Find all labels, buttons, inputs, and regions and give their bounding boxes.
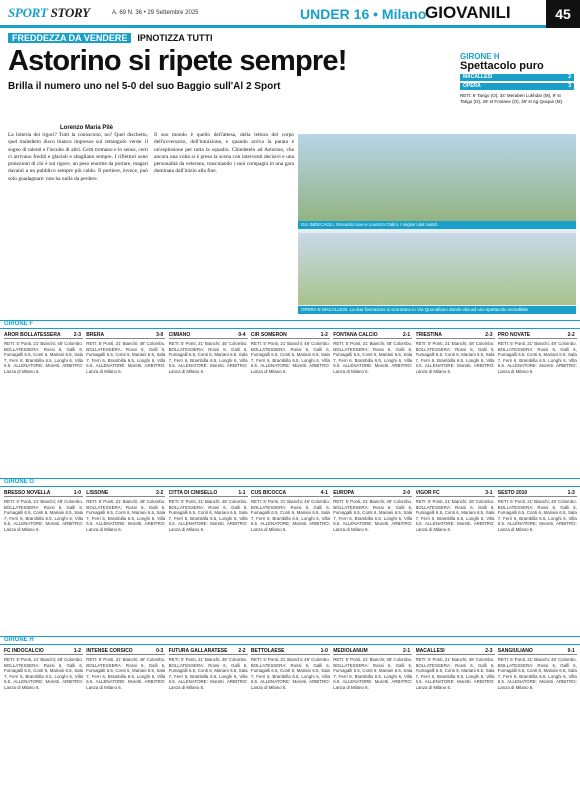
- match-score: 3-1: [485, 490, 493, 496]
- match-header: [86, 332, 165, 339]
- match-team: AROR BOLLATESSERA: [4, 332, 61, 338]
- category-label: UNDER 16 • Milano: [300, 6, 427, 22]
- match-report: RETI: 5' Ponti, 21' Bianchi; 48' Colombo. BOLLATESSERA: Rossi 6, Galli 6, Fumagalli 6.5, Conti 6, Mariani 6.5, Sala 7, Ferri 6, Brambilla 6.5, Longhi 6, Villa 6.5. ALLENATORE: Moretti. ARBITRO: Lanza di Milano 6.: [168, 499, 248, 532]
- match-team: EUROPA: [333, 490, 355, 496]
- match-team: MEDIOLANUM: [333, 648, 368, 654]
- match-header: [169, 490, 248, 497]
- match-report: RETI: 5' Ponti, 21' Bianchi; 48' Colombo. BOLLATESSERA: Rossi 6, Galli 6, Fumagalli 6.5, Conti 6, Mariani 6.5, Sala 7, Ferri 6, Brambilla 6.5, Longhi 6, Villa 6.5. ALLENATORE: Moretti. ARBITRO: Lanza di Milano 6.: [250, 499, 330, 532]
- match-header: [251, 332, 330, 339]
- match-report: RETI: 5' Ponti, 21' Bianchi; 48' Colombo. BOLLATESSERA: Rossi 6, Galli 6, Fumagalli 6.5, Conti 6, Mariani 6.5, Sala 7, Ferri 6, Brambilla 6.5, Longhi 6, Villa 6.5. ALLENATORE: Moretti. ARBITRO: Lanza di Milano 6.: [333, 499, 413, 532]
- match-header: [416, 332, 495, 339]
- match-team: FONTANA CALCIO: [333, 332, 378, 338]
- page-number: 45: [546, 0, 580, 28]
- match-score: 1-3: [567, 490, 575, 496]
- match-team: BETTOLAESE: [250, 648, 285, 654]
- scoreboard-scorers: RETI: 6' Tarigo (O), 34' Meraberi Lukhdar (M), 9' st Tarigo (O), 29' st Fontane (O), 39' st Ag Quique (M).: [460, 93, 564, 104]
- match-score: 2-2: [567, 332, 575, 338]
- match-score: 0-4: [238, 332, 246, 338]
- match-score: 0-3: [156, 648, 164, 654]
- match-report: RETI: 5' Ponti, 21' Bianchi; 48' Colombo. BOLLATESSERA: Rossi 6, Galli 6, Fumagalli 6.5, Conti 6, Mariani 6.5, Sala 7, Ferri 6, Brambilla 6.5, Longhi 6, Villa 6.5. ALLENATORE: Moretti. ARBITRO: Lanza di Milano 6.: [333, 657, 413, 690]
- match-score: 2-2: [156, 490, 164, 496]
- match-score: 3-0: [156, 332, 164, 338]
- match-score: 1-0: [320, 648, 328, 654]
- article-column-1: La lotteria dei rigori? Tutti la conoscono, no? Quel dischetto, quel maledetto disco bianco impresso sul rettangolo verde: il sogno di talenti e l'incubo di altri. Certi tremano e lo senso, certi ci arrivano freddi e glaciali e sbagliano sempre. I riflettori sono proiezioni di chi è sul rigore, un peso enorme da portare, magari davanti a un pubblico sempre più caldo. Il portiere, invece, può solo guadagnare: non ha nulla da perdere.: [8, 132, 148, 182]
- match-team: VIGOR FC: [415, 490, 440, 496]
- girone-header: GIRONE F: [0, 320, 580, 329]
- match-header: [169, 332, 248, 339]
- match-header: [251, 648, 330, 655]
- match-team: CITTA DI CINISELLO: [168, 490, 218, 496]
- match-report: RETI: 5' Ponti, 21' Bianchi; 48' Colombo. BOLLATESSERA: Rossi 6, Galli 6, Fumagalli 6.5, Conti 6, Mariani 6.5, Sala 7, Ferri 6, Brambilla 6.5, Longhi 6, Villa 6.5. ALLENATORE: Moretti. ARBITRO: Lanza di Milano 6.: [86, 341, 166, 374]
- match-score: 1-2: [320, 332, 328, 338]
- match-header: [251, 490, 330, 497]
- match-score: 2-3: [73, 332, 81, 338]
- match-report: RETI: 5' Ponti, 21' Bianchi; 48' Colombo. BOLLATESSERA: Rossi 6, Galli 6, Fumagalli 6.5, Conti 6, Mariani 6.5, Sala 7, Ferri 6, Brambilla 6.5, Longhi 6, Villa 6.5. ALLENATORE: Moretti. ARBITRO: Lanza di Milano 6.: [497, 499, 577, 532]
- players-photo: [298, 134, 576, 229]
- match-team: PRO NOVATE: [497, 332, 531, 338]
- match-score: 2-1: [402, 648, 411, 654]
- match-team: BRERA: [86, 332, 105, 338]
- match-score: 1-0: [73, 490, 81, 496]
- match-header: [4, 648, 83, 655]
- match-report: RETI: 5' Ponti, 21' Bianchi; 48' Colombo. BOLLATESSERA: Rossi 6, Galli 6, Fumagalli 6.5, Conti 6, Mariani 6.5, Sala 7, Ferri 6, Brambilla 6.5, Longhi 6, Villa 6.5. ALLENATORE: Moretti. ARBITRO: Lanza di Milano 6.: [86, 657, 166, 690]
- match-header: [333, 648, 412, 655]
- match-score: 1-1: [238, 490, 246, 496]
- match-report: RETI: 5' Ponti, 21' Bianchi; 48' Colombo. BOLLATESSERA: Rossi 6, Galli 6, Fumagalli 6.5, Conti 6, Mariani 6.5, Sala 7, Ferri 6, Brambilla 6.5, Longhi 6, Villa 6.5. ALLENATORE: Moretti. ARBITRO: Lanza di Milano 6.: [4, 341, 83, 374]
- match-header: [86, 648, 165, 655]
- photo-caption: GLI INDECAGLI. Riccardo Isoe e Lorenzo Oldini, i migliori del match: [298, 221, 576, 229]
- match-report: RETI: 5' Ponti, 21' Bianchi; 48' Colombo. BOLLATESSERA: Rossi 6, Galli 6, Fumagalli 6.5, Conti 6, Mariani 6.5, Sala 7, Ferri 6, Brambilla 6.5, Longhi 6, Villa 6.5. ALLENATORE: Moretti. ARBITRO: Lanza di Milano 6.: [415, 341, 495, 374]
- match-header: [416, 648, 495, 655]
- match-report: RETI: 5' Ponti, 21' Bianchi; 48' Colombo. BOLLATESSERA: Rossi 6, Galli 6, Fumagalli 6.5, Conti 6, Mariani 6.5, Sala 7, Ferri 6, Brambilla 6.5, Longhi 6, Villa 6.5. ALLENATORE: Moretti. ARBITRO: Lanza di Milano 6.: [4, 499, 83, 532]
- match-header: [169, 648, 248, 655]
- match-team: SANGIULIANO: [497, 648, 533, 654]
- match-header: [333, 332, 412, 339]
- match-score: 2-2: [238, 648, 246, 654]
- article-byline: Lorenzo Maria Pilè: [60, 125, 114, 131]
- match-header: [86, 490, 165, 497]
- match-header: [416, 490, 495, 497]
- girone-header: GIRONE H: [0, 636, 580, 645]
- teams-photo: [298, 233, 576, 305]
- score-row-away: OPERA 3: [460, 83, 574, 90]
- match-score: 2-0: [402, 490, 411, 496]
- scoreboard: [460, 52, 574, 132]
- match-report: RETI: 5' Ponti, 21' Bianchi; 48' Colombo. BOLLATESSERA: Rossi 6, Galli 6, Fumagalli 6.5, Conti 6, Mariani 6.5, Sala 7, Ferri 6, Brambilla 6.5, Longhi 6, Villa 6.5. ALLENATORE: Moretti. ARBITRO: Lanza di Milano 6.: [415, 499, 495, 532]
- kicker-text: IPNOTIZZA TUTTI: [137, 33, 213, 43]
- photo-block: [298, 134, 576, 314]
- match-team: INTENSE CORSICO: [86, 648, 133, 654]
- match-header: [4, 490, 83, 497]
- match-score: 0-1: [567, 648, 575, 654]
- photo-caption: OPERA E MACALLESI. La due formazioni si scontrano in Via Quondilano dando vita ad uno spettacolo incredibile: [298, 306, 576, 314]
- match-team: CIMIANO: [168, 332, 191, 338]
- match-score: 2-3: [485, 648, 493, 654]
- match-report: RETI: 5' Ponti, 21' Bianchi; 48' Colombo. BOLLATESSERA: Rossi 6, Galli 6, Fumagalli 6.5, Conti 6, Mariani 6.5, Sala 7, Ferri 6, Brambilla 6.5, Longhi 6, Villa 6.5. ALLENATORE: Moretti. ARBITRO: Lanza di Milano 6.: [250, 657, 330, 690]
- page-header: [0, 0, 580, 28]
- article-subtitle: Brilla il numero uno nel 5-0 del suo Baggio sull'Al 2 Sport: [8, 81, 281, 92]
- match-team: CIR SOMERON: [250, 332, 287, 338]
- match-team: SESTO 2010: [497, 490, 528, 496]
- match-team: TRIESTINA: [415, 332, 442, 338]
- match-team: FC INDOCALCIO: [4, 648, 44, 654]
- match-score: 4-1: [320, 490, 328, 496]
- match-report: RETI: 5' Ponti, 21' Bianchi; 48' Colombo. BOLLATESSERA: Rossi 6, Galli 6, Fumagalli 6.5, Conti 6, Mariani 6.5, Sala 7, Ferri 6, Brambilla 6.5, Longhi 6, Villa 6.5. ALLENATORE: Moretti. ARBITRO: Lanza di Milano 6.: [415, 657, 495, 690]
- section-title: GIOVANILI: [425, 3, 511, 22]
- girone-header: GIRONE G: [0, 478, 580, 487]
- match-team: CUS BICOCCA: [250, 490, 287, 496]
- match-report: RETI: 5' Ponti, 21' Bianchi; 48' Colombo. BOLLATESSERA: Rossi 6, Galli 6, Fumagalli 6.5, Conti 6, Mariani 6.5, Sala 7, Ferri 6, Brambilla 6.5, Longhi 6, Villa 6.5. ALLENATORE: Moretti. ARBITRO: Lanza di Milano 6.: [497, 341, 577, 374]
- match-report: RETI: 5' Ponti, 21' Bianchi; 48' Colombo. BOLLATESSERA: Rossi 6, Galli 6, Fumagalli 6.5, Conti 6, Mariani 6.5, Sala 7, Ferri 6, Brambilla 6.5, Longhi 6, Villa 6.5. ALLENATORE: Moretti. ARBITRO: Lanza di Milano 6.: [497, 657, 577, 690]
- scoreboard-group: GIRONE H: [460, 52, 500, 61]
- match-header: [498, 332, 577, 339]
- match-header: [498, 490, 577, 497]
- match-score: 1-2: [73, 648, 81, 654]
- newspaper-logo: SPORT STORY: [8, 5, 90, 20]
- match-report: RETI: 5' Ponti, 21' Bianchi; 48' Colombo. BOLLATESSERA: Rossi 6, Galli 6, Fumagalli 6.5, Conti 6, Mariani 6.5, Sala 7, Ferri 6, Brambilla 6.5, Longhi 6, Villa 6.5. ALLENATORE: Moretti. ARBITRO: Lanza di Milano 6.: [168, 657, 248, 690]
- match-score: 2-1: [402, 332, 411, 338]
- match-report: RETI: 5' Ponti, 21' Bianchi; 48' Colombo. BOLLATESSERA: Rossi 6, Galli 6, Fumagalli 6.5, Conti 6, Mariani 6.5, Sala 7, Ferri 6, Brambilla 6.5, Longhi 6, Villa 6.5. ALLENATORE: Moretti. ARBITRO: Lanza di Milano 6.: [333, 341, 413, 374]
- kicker-tag: FREDDEZZA DA VENDERE: [8, 33, 131, 43]
- match-report: RETI: 5' Ponti, 21' Bianchi; 48' Colombo. BOLLATESSERA: Rossi 6, Galli 6, Fumagalli 6.5, Conti 6, Mariani 6.5, Sala 7, Ferri 6, Brambilla 6.5, Longhi 6, Villa 6.5. ALLENATORE: Moretti. ARBITRO: Lanza di Milano 6.: [86, 499, 166, 532]
- match-team: FUTURA GALLARATESE: [168, 648, 228, 654]
- score-row-home: MACALLESI 2: [460, 74, 574, 81]
- scoreboard-title: Spettacolo puro: [460, 60, 544, 72]
- match-team: BRESSO NOVELLA: [4, 490, 51, 496]
- match-team: MACALLESI: [415, 648, 445, 654]
- match-header: [498, 648, 577, 655]
- issue-meta: A. 69 N. 36 • 29 Settembre 2025: [112, 10, 199, 16]
- match-report: RETI: 5' Ponti, 21' Bianchi; 48' Colombo. BOLLATESSERA: Rossi 6, Galli 6, Fumagalli 6.5, Conti 6, Mariani 6.5, Sala 7, Ferri 6, Brambilla 6.5, Longhi 6, Villa 6.5. ALLENATORE: Moretti. ARBITRO: Lanza di Milano 6.: [4, 657, 83, 690]
- match-score: 2-3: [485, 332, 493, 338]
- match-header: [4, 332, 83, 339]
- article-title: Astorino si ripete sempre!: [8, 45, 347, 77]
- match-team: LISSONE: [86, 490, 109, 496]
- match-header: [333, 490, 412, 497]
- match-report: RETI: 5' Ponti, 21' Bianchi; 48' Colombo. BOLLATESSERA: Rossi 6, Galli 6, Fumagalli 6.5, Conti 6, Mariani 6.5, Sala 7, Ferri 6, Brambilla 6.5, Longhi 6, Villa 6.5. ALLENATORE: Moretti. ARBITRO: Lanza di Milano 6.: [250, 341, 330, 374]
- article-column-2: Il suo mondo è quello dell'attesa, della lettura del corpo dell'avversario, dell'intuizione, e quando arriva la parata è un'esplosione per tutta la squadra. Chiedetelo ad Astorino, che ancora una volta si è preso la scena con interventi decisivi e una personalità da veterano, trascinando i suoi compagni in una gara dominata dall'inizio alla fine.: [154, 132, 294, 175]
- match-report: RETI: 5' Ponti, 21' Bianchi; 48' Colombo. BOLLATESSERA: Rossi 6, Galli 6, Fumagalli 6.5, Conti 6, Mariani 6.5, Sala 7, Ferri 6, Brambilla 6.5, Longhi 6, Villa 6.5. ALLENATORE: Moretti. ARBITRO: Lanza di Milano 6.: [168, 341, 248, 374]
- article-kicker: [8, 33, 213, 43]
